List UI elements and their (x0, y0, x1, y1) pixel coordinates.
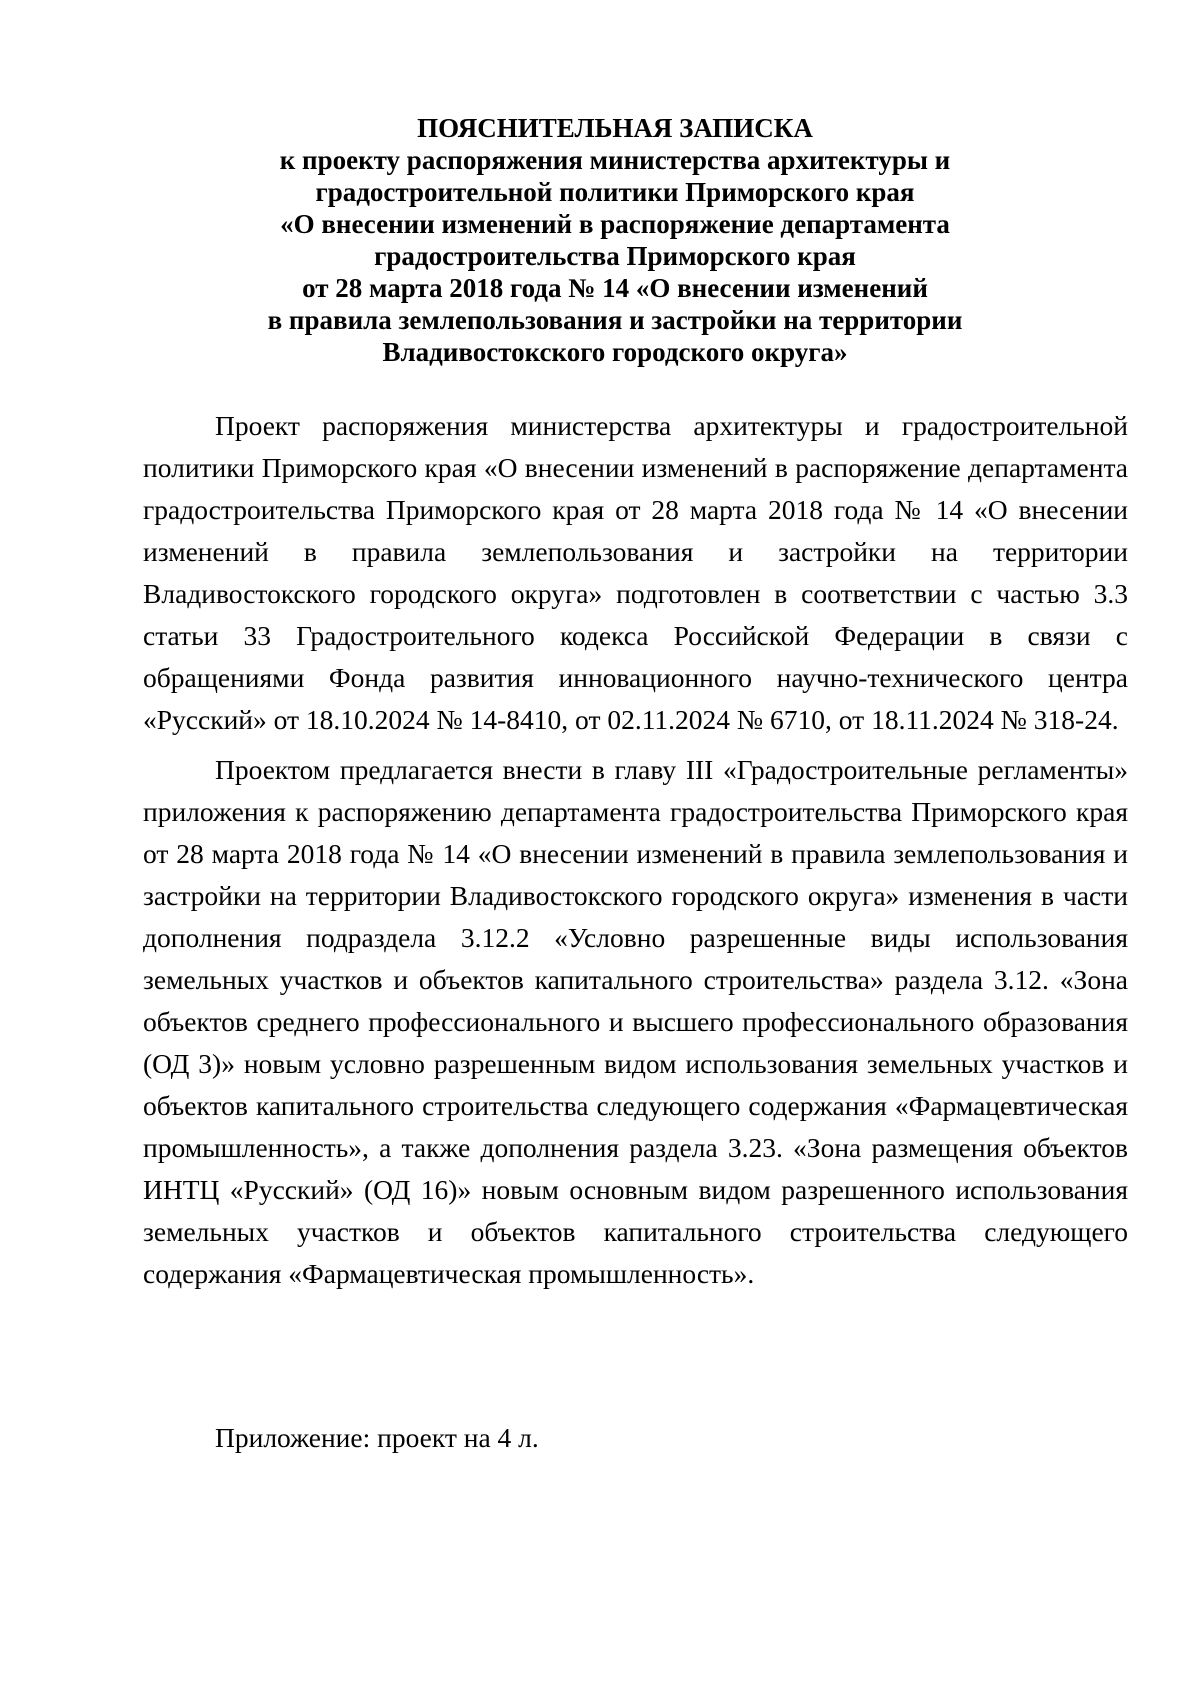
title-line: градостроительной политики Приморского края (315, 177, 915, 207)
title-line: от 28 марта 2018 года № 14 «О внесении изменений (302, 273, 928, 303)
title-line: «О внесении изменений в распоряжение департамента (280, 209, 950, 239)
title-line: к проекту распоряжения министерства архитектуры и (279, 145, 951, 175)
title-line: в правила землепользования и застройки на территории (267, 305, 963, 335)
title-line: градостроительства Приморского края (374, 241, 856, 271)
body-paragraph-1: Проект распоряжения министерства архитектуры и градостроительной политики Приморского края «О внесении изменений в распоряжение департамента градостроительства Приморского края от 28 марта 2018 года № 14 «О внесении изменений в правила землепользования и застройки на территории Владивостокского городского округа» подготовлен в соответствии с частью 3.3 статьи 33 Градостроительного кодекса Российской Федерации в связи с обращениями Фонда развития инновационного научно-технического центра «Русский» от 18.10.2024 № 14-8410, от 02.11.2024 № 6710, от 18.11.2024 № 318-24. (143, 410, 1128, 735)
document-title (200, 112, 1030, 368)
body-paragraph-2: Проектом предлагается внести в главу III «Градостроительные регламенты» приложения к распоряжению департамента градостроительства Приморского края от 28 марта 2018 года № 14 «О внесении изменений в правила землепользования и застройки на территории Владивостокского городского округа» изменения в части дополнения подраздела 3.12.2 «Условно разрешенные виды использования земельных участков и объектов капитального строительства» раздела 3.12. «Зона объектов среднего профессионального и высшего профессионального образования (ОД 3)» новым условно разрешенным видом использования земельных участков и объектов капитального строительства следующего содержания «Фармацевтическая промышленность», а также дополнения раздела 3.23. «Зона размещения объектов ИНТЦ «Русский» (ОД 16)» новым основным видом разрешенного использования земельных участков и объектов капитального строительства следующего содержания «Фармацевтическая промышленность». (143, 754, 1128, 1289)
appendix-note: Приложение: проект на 4 л. (215, 1422, 539, 1453)
document-body (143, 405, 1128, 1303)
title-line: ПОЯСНИТЕЛЬНАЯ ЗАПИСКА (417, 113, 813, 143)
title-line: Владивостокского городского округа» (382, 337, 848, 367)
